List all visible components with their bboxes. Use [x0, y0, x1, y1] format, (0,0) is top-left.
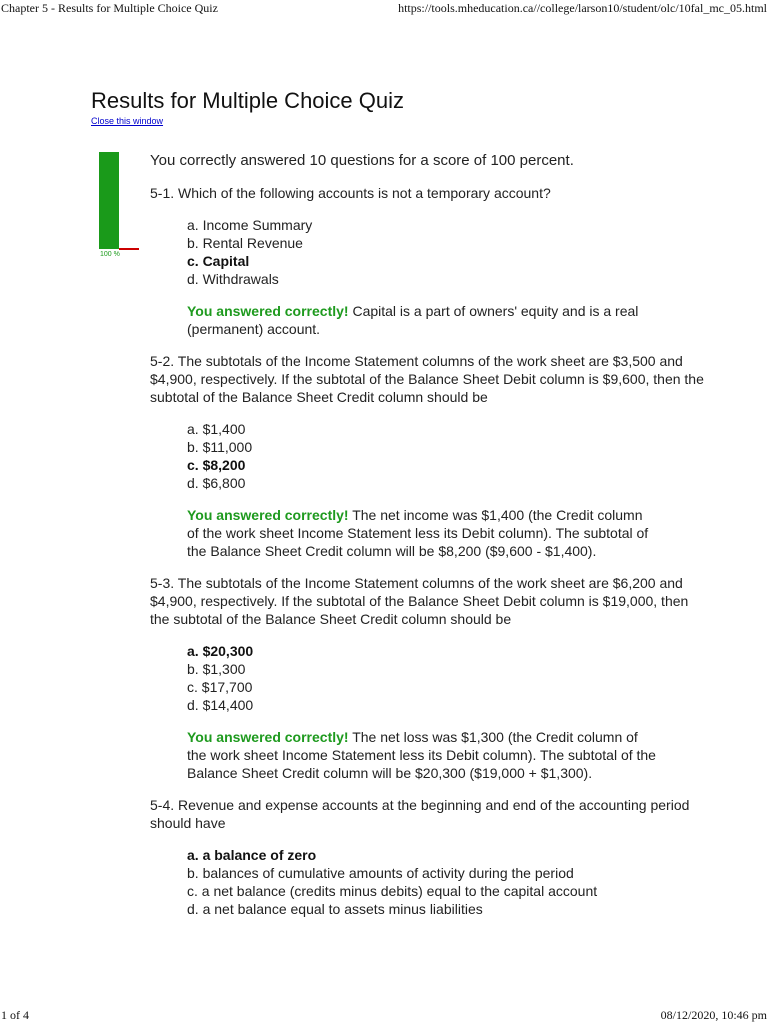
feedback-label: You answered correctly!	[187, 729, 349, 745]
choice-item: c. $17,700	[187, 679, 253, 695]
print-page-title: Chapter 5 - Results for Multiple Choice Quiz	[1, 1, 218, 15]
print-page-number: 1 of 4	[1, 1008, 29, 1022]
feedback	[187, 728, 657, 782]
feedback-label: You answered correctly!	[187, 507, 349, 523]
score-baseline	[119, 248, 139, 250]
feedback-text: The net income was $1,400 (the Credit column of the work sheet Income Statement less its Debit column). The subtotal of the Balance Sheet Credit column will be $8,200 ($9,600 - $1,400).	[187, 507, 649, 559]
choice-item: d. $14,400	[187, 697, 254, 713]
score-summary: You correctly answered 10 questions for a score of 100 percent.	[150, 152, 574, 169]
choice-item: d. Withdrawals	[187, 271, 279, 287]
choice-item: b. Rental Revenue	[187, 235, 303, 251]
choice-list	[187, 642, 710, 714]
choice-item: d. $6,800	[187, 475, 246, 491]
results-content	[150, 152, 710, 932]
choice-item-selected: c. $8,200	[187, 457, 246, 473]
question-block	[150, 184, 710, 338]
choice-list	[187, 216, 710, 288]
choice-item: b. $1,300	[187, 661, 246, 677]
choice-item: d. a net balance equal to assets minus liabilities	[187, 901, 483, 917]
choice-item: a. $1,400	[187, 421, 246, 437]
question-block	[150, 574, 710, 782]
choice-item-selected: c. Capital	[187, 253, 250, 269]
feedback-label: You answered correctly!	[187, 303, 349, 319]
feedback	[187, 506, 657, 560]
feedback-text: Capital is a part of owners' equity and is a real (permanent) account.	[187, 303, 639, 337]
question-text: 5-1. Which of the following accounts is not a temporary account?	[150, 185, 551, 201]
choice-item: c. a net balance (credits minus debits) equal to the capital account	[187, 883, 598, 899]
choice-list	[187, 846, 710, 918]
question-block	[150, 796, 710, 918]
feedback-text: The net loss was $1,300 (the Credit column of the work sheet Income Statement less its Debit column). The subtotal of the Balance Sheet Credit column will be $20,300 ($19,000 + $1,300).	[187, 729, 656, 781]
choice-item-selected: a. a balance of zero	[187, 847, 317, 863]
close-window-link[interactable]: Close this window	[91, 116, 164, 126]
score-percent-label: 100 %	[100, 251, 120, 258]
page-title: Results for Multiple Choice Quiz	[91, 88, 405, 113]
question-text: 5-4. Revenue and expense accounts at the beginning and end of the accounting period should have	[150, 797, 690, 831]
score-bar	[99, 152, 119, 249]
question-block	[150, 352, 710, 560]
choice-item-selected: a. $20,300	[187, 643, 254, 659]
score-bar-fill	[99, 152, 119, 249]
question-text: 5-2. The subtotals of the Income Statement columns of the work sheet are $3,500 and $4,900, respectively. If the subtotal of the Balance Sheet Debit column is $9,600, then the subtotal of the Balance Sheet Credit column should be	[150, 353, 704, 405]
print-datetime: 08/12/2020, 10:46 pm	[660, 1008, 767, 1022]
choice-list	[187, 420, 710, 492]
print-footer	[0, 1008, 768, 1024]
feedback	[187, 302, 657, 338]
choice-item: b. $11,000	[187, 439, 253, 455]
choice-item: b. balances of cumulative amounts of activity during the period	[187, 865, 574, 881]
choice-item: a. Income Summary	[187, 217, 313, 233]
print-url: https://tools.mheducation.ca//college/larson10/student/olc/10fal_mc_05.html	[398, 1, 767, 15]
question-text: 5-3. The subtotals of the Income Statement columns of the work sheet are $6,200 and $4,900, respectively. If the subtotal of the Balance Sheet Debit column is $19,000, then the subtotal of the Balance Sheet Credit column should be	[150, 575, 689, 627]
print-header	[0, 1, 768, 17]
